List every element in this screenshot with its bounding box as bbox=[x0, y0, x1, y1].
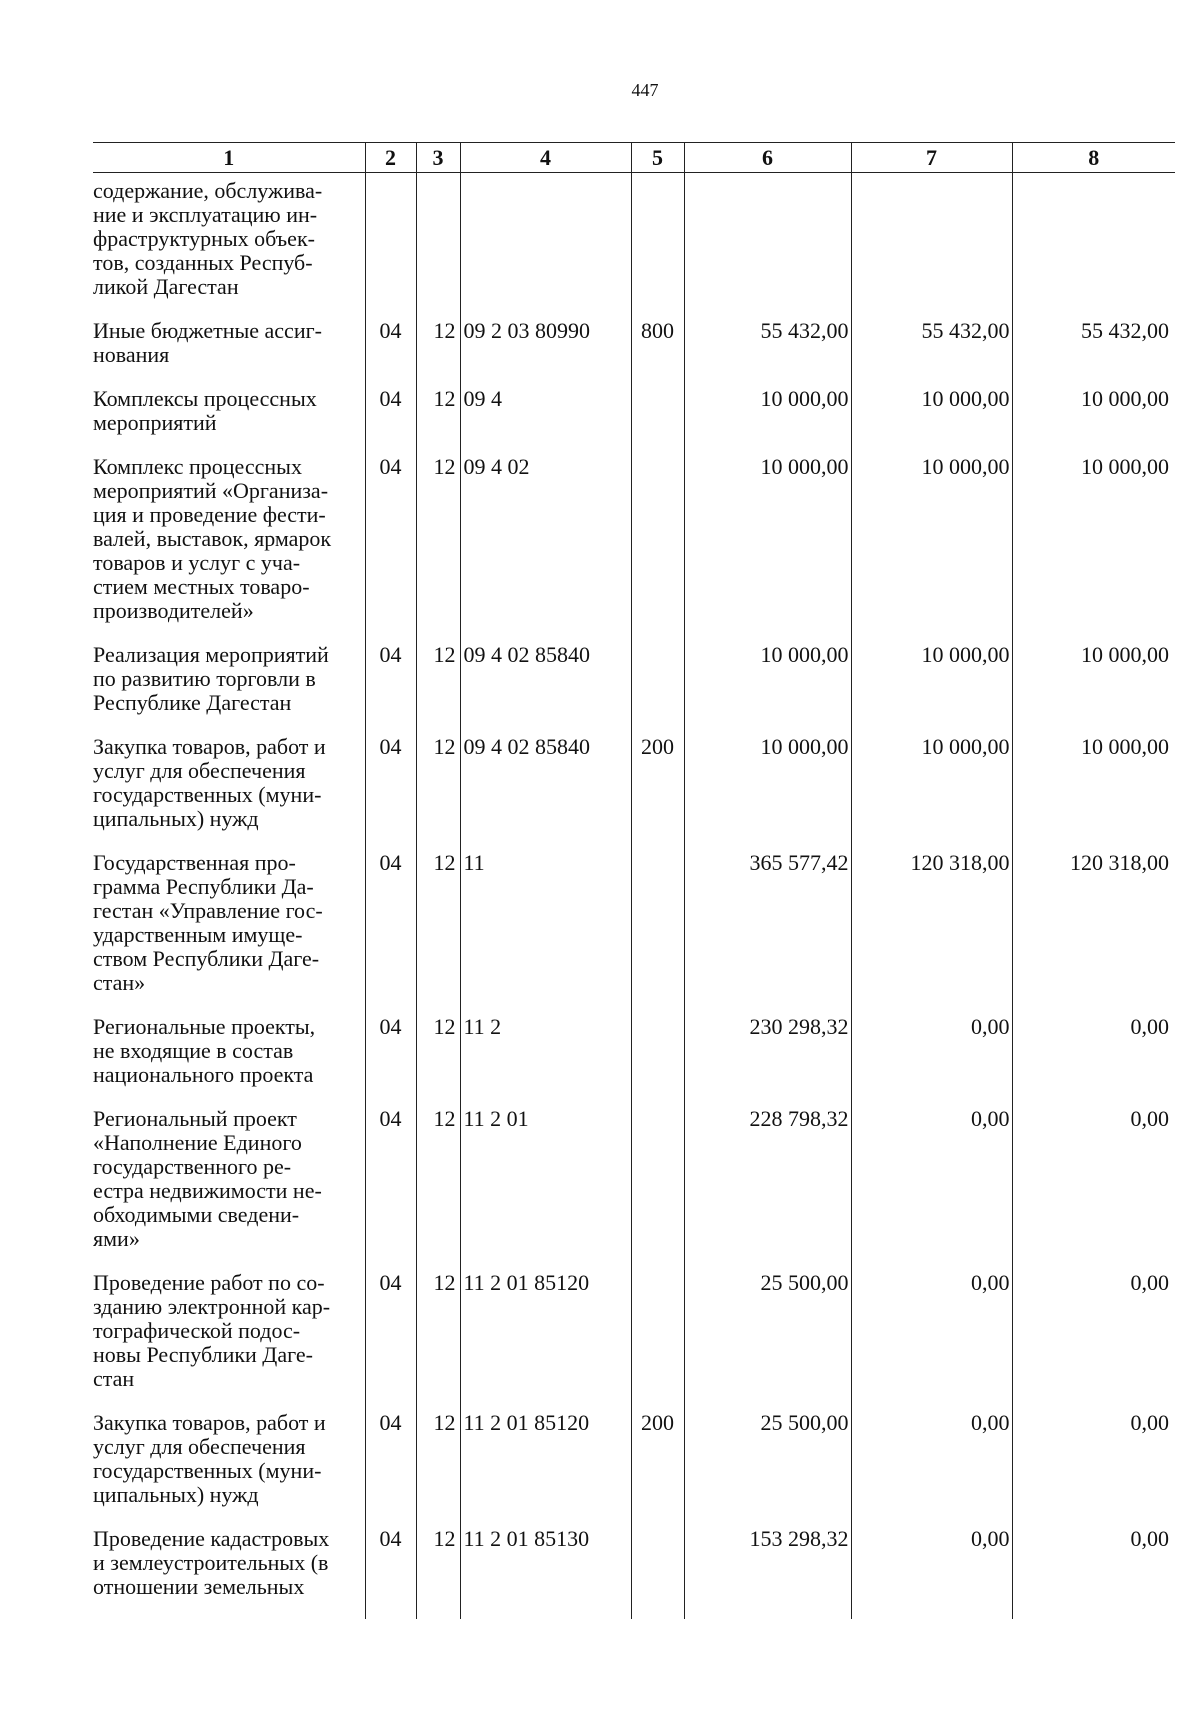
column-header: 4 bbox=[460, 143, 631, 173]
cell-name bbox=[93, 1107, 365, 1271]
cell-name-text: Иные бюджетные ассиг- нования bbox=[93, 318, 322, 367]
cell-amount-col8-text: 10 000,00 bbox=[1081, 454, 1169, 479]
cell-name-text: Проведение работ по со- зданию электронной кар- тографической подос- новы Республики Даге- стан bbox=[93, 1270, 331, 1391]
cell-amount-col8-text: 0,00 bbox=[1130, 1014, 1169, 1039]
cell-section bbox=[365, 851, 416, 1015]
cell-amount-col7 bbox=[851, 735, 1012, 851]
cell-section bbox=[365, 735, 416, 851]
cell-expense-type bbox=[631, 1015, 684, 1107]
cell-amount-col7-text: 0,00 bbox=[971, 1410, 1010, 1435]
table-row bbox=[93, 1107, 1175, 1271]
cell-section-text: 04 bbox=[379, 850, 402, 875]
cell-subsection-text: 12 bbox=[433, 1106, 456, 1131]
cell-subsection bbox=[416, 1411, 460, 1527]
cell-amount-col8-text: 120 318,00 bbox=[1070, 850, 1169, 875]
cell-target-code-text: 11 2 bbox=[463, 1014, 502, 1039]
cell-target-code bbox=[460, 455, 631, 643]
cell-expense-type bbox=[631, 735, 684, 851]
cell-subsection-text: 12 bbox=[433, 850, 456, 875]
cell-subsection-text: 12 bbox=[433, 454, 456, 479]
cell-amount-col7-text: 55 432,00 bbox=[921, 318, 1010, 343]
cell-name-text: Закупка товаров, работ и услуг для обеспечения государственных (муни- ципальных) нужд bbox=[93, 1410, 326, 1507]
cell-target-code-text: 11 2 01 85120 bbox=[463, 1410, 590, 1435]
cell-expense-type bbox=[631, 851, 684, 1015]
cell-amount-col7 bbox=[851, 173, 1012, 320]
cell-target-code-text: 09 4 02 85840 bbox=[463, 642, 590, 667]
cell-amount-col7 bbox=[851, 1107, 1012, 1271]
cell-name-text: Государственная про- грамма Республики Да- гестан «Управление гос- ударственным имуще- ством Республики Даге- стан» bbox=[93, 850, 323, 995]
cell-section bbox=[365, 1411, 416, 1527]
cell-amount-col8 bbox=[1012, 643, 1175, 735]
cell-target-code bbox=[460, 173, 631, 320]
table-row bbox=[93, 1411, 1175, 1527]
cell-amount-col6-text: 230 298,32 bbox=[749, 1014, 849, 1039]
cell-section-text: 04 bbox=[379, 1410, 402, 1435]
cell-amount-col8-text: 10 000,00 bbox=[1081, 734, 1169, 759]
cell-name bbox=[93, 851, 365, 1015]
cell-section bbox=[365, 1015, 416, 1107]
cell-subsection bbox=[416, 173, 460, 320]
cell-name bbox=[93, 1411, 365, 1527]
cell-section-text: 04 bbox=[379, 386, 402, 411]
cell-name bbox=[93, 1015, 365, 1107]
cell-amount-col8 bbox=[1012, 851, 1175, 1015]
cell-amount-col6-text: 10 000,00 bbox=[760, 642, 849, 667]
page-number: 447 bbox=[631, 80, 659, 100]
table-row bbox=[93, 735, 1175, 851]
table-row bbox=[93, 173, 1175, 320]
cell-amount-col7 bbox=[851, 1271, 1012, 1411]
column-header: 8 bbox=[1012, 143, 1175, 173]
cell-target-code bbox=[460, 1015, 631, 1107]
cell-amount-col8-text: 0,00 bbox=[1130, 1270, 1169, 1295]
cell-amount-col8-text: 0,00 bbox=[1130, 1410, 1169, 1435]
cell-name bbox=[93, 455, 365, 643]
cell-section bbox=[365, 319, 416, 387]
cell-expense-type bbox=[631, 387, 684, 455]
cell-subsection bbox=[416, 1527, 460, 1619]
cell-amount-col6-text: 153 298,32 bbox=[749, 1526, 849, 1551]
cell-section-text: 04 bbox=[379, 1014, 402, 1039]
table-row bbox=[93, 1015, 1175, 1107]
cell-amount-col7 bbox=[851, 1015, 1012, 1107]
cell-target-code-text: 09 2 03 80990 bbox=[463, 318, 590, 343]
cell-name-text: содержание, обслужива- ние и эксплуатацию ин- фраструктурных объек- тов, созданных Респуб- ликой Дагестан bbox=[93, 178, 323, 299]
cell-subsection bbox=[416, 455, 460, 643]
cell-amount-col7 bbox=[851, 851, 1012, 1015]
table-row bbox=[93, 851, 1175, 1015]
cell-amount-col7-text: 10 000,00 bbox=[921, 734, 1010, 759]
cell-target-code-text: 09 4 02 85840 bbox=[463, 734, 590, 759]
cell-amount-col8 bbox=[1012, 387, 1175, 455]
cell-amount-col8 bbox=[1012, 1411, 1175, 1527]
cell-amount-col6-text: 10 000,00 bbox=[760, 454, 849, 479]
cell-expense-type-text: 200 bbox=[641, 1410, 674, 1435]
cell-amount-col8 bbox=[1012, 1015, 1175, 1107]
cell-target-code-text: 11 2 01 85120 bbox=[463, 1270, 590, 1295]
cell-subsection-text: 12 bbox=[433, 1270, 456, 1295]
cell-amount-col7-text: 0,00 bbox=[971, 1526, 1010, 1551]
column-header: 3 bbox=[416, 143, 460, 173]
cell-name-text: Закупка товаров, работ и услуг для обеспечения государственных (муни- ципальных) нужд bbox=[93, 734, 326, 831]
cell-target-code-text: 11 2 01 85130 bbox=[463, 1526, 590, 1551]
cell-amount-col7-text: 10 000,00 bbox=[921, 642, 1010, 667]
cell-amount-col8 bbox=[1012, 1271, 1175, 1411]
cell-expense-type bbox=[631, 643, 684, 735]
cell-target-code bbox=[460, 1107, 631, 1271]
table-row bbox=[93, 455, 1175, 643]
cell-amount-col8 bbox=[1012, 1107, 1175, 1271]
cell-amount-col8 bbox=[1012, 735, 1175, 851]
cell-amount-col7 bbox=[851, 387, 1012, 455]
cell-expense-type bbox=[631, 455, 684, 643]
cell-expense-type bbox=[631, 1271, 684, 1411]
cell-amount-col7 bbox=[851, 1527, 1012, 1619]
cell-target-code bbox=[460, 735, 631, 851]
cell-amount-col7 bbox=[851, 319, 1012, 387]
cell-section-text: 04 bbox=[379, 454, 402, 479]
cell-amount-col8-text: 55 432,00 bbox=[1081, 318, 1169, 343]
cell-target-code bbox=[460, 851, 631, 1015]
cell-target-code-text: 09 4 bbox=[463, 386, 502, 411]
cell-expense-type bbox=[631, 1411, 684, 1527]
cell-amount-col7 bbox=[851, 1411, 1012, 1527]
column-header: 5 bbox=[631, 143, 684, 173]
cell-name-text: Проведение кадастровых и землеустроительных (в отношении земельных bbox=[93, 1526, 330, 1599]
cell-section-text: 04 bbox=[379, 1526, 402, 1551]
cell-amount-col8 bbox=[1012, 1527, 1175, 1619]
cell-amount-col8-text: 0,00 bbox=[1130, 1526, 1169, 1551]
cell-amount-col7-text: 0,00 bbox=[971, 1106, 1010, 1131]
table-row bbox=[93, 1527, 1175, 1619]
cell-section bbox=[365, 387, 416, 455]
cell-subsection bbox=[416, 319, 460, 387]
cell-expense-type bbox=[631, 173, 684, 320]
cell-target-code-text: 11 bbox=[463, 850, 485, 875]
cell-subsection bbox=[416, 1107, 460, 1271]
cell-subsection-text: 12 bbox=[433, 734, 456, 759]
cell-subsection bbox=[416, 851, 460, 1015]
cell-subsection-text: 12 bbox=[433, 1014, 456, 1039]
cell-subsection bbox=[416, 387, 460, 455]
cell-subsection-text: 12 bbox=[433, 642, 456, 667]
cell-name-text: Реализация мероприятий по развитию торговли в Республике Дагестан bbox=[93, 642, 329, 715]
cell-amount-col8-text: 0,00 bbox=[1130, 1106, 1169, 1131]
cell-subsection-text: 12 bbox=[433, 386, 456, 411]
cell-amount-col7-text: 0,00 bbox=[971, 1270, 1010, 1295]
cell-subsection-text: 12 bbox=[433, 1526, 456, 1551]
cell-amount-col6-text: 25 500,00 bbox=[760, 1270, 849, 1295]
cell-name bbox=[93, 173, 365, 320]
cell-target-code-text: 09 4 02 bbox=[463, 454, 530, 479]
cell-amount-col6 bbox=[684, 735, 851, 851]
cell-amount-col8-text: 10 000,00 bbox=[1081, 386, 1169, 411]
column-header: 6 bbox=[684, 143, 851, 173]
cell-amount-col6 bbox=[684, 851, 851, 1015]
cell-target-code bbox=[460, 387, 631, 455]
cell-amount-col6-text: 10 000,00 bbox=[760, 734, 849, 759]
table-row bbox=[93, 319, 1175, 387]
table-body bbox=[93, 173, 1175, 1620]
cell-name-text: Региональный проект «Наполнение Единого государственного ре- естра недвижимости не- обходимыми сведени- ями» bbox=[93, 1106, 322, 1251]
cell-section bbox=[365, 643, 416, 735]
cell-subsection bbox=[416, 735, 460, 851]
cell-amount-col6 bbox=[684, 643, 851, 735]
cell-section bbox=[365, 1107, 416, 1271]
cell-amount-col8 bbox=[1012, 455, 1175, 643]
cell-amount-col6-text: 25 500,00 bbox=[760, 1410, 849, 1435]
cell-amount-col8 bbox=[1012, 319, 1175, 387]
cell-name bbox=[93, 1271, 365, 1411]
cell-amount-col6 bbox=[684, 1527, 851, 1619]
column-header: 7 bbox=[851, 143, 1012, 173]
cell-amount-col8-text: 10 000,00 bbox=[1081, 642, 1169, 667]
cell-amount-col6-text: 365 577,42 bbox=[749, 850, 849, 875]
cell-section-text: 04 bbox=[379, 734, 402, 759]
cell-amount-col6 bbox=[684, 1107, 851, 1271]
cell-amount-col6 bbox=[684, 173, 851, 320]
cell-section bbox=[365, 1527, 416, 1619]
cell-section-text: 04 bbox=[379, 1106, 402, 1131]
column-header: 1 bbox=[93, 143, 365, 173]
cell-target-code-text: 11 2 01 bbox=[463, 1106, 529, 1131]
cell-amount-col6 bbox=[684, 319, 851, 387]
cell-amount-col6 bbox=[684, 387, 851, 455]
cell-amount-col6 bbox=[684, 1271, 851, 1411]
cell-name-text: Комплекс процессных мероприятий «Организа- ция и проведение фести- валей, выставок, ярмарок товаров и услуг с уча- стием местных товаро- производителей» bbox=[93, 454, 332, 623]
cell-name bbox=[93, 319, 365, 387]
cell-target-code bbox=[460, 1527, 631, 1619]
cell-amount-col7 bbox=[851, 455, 1012, 643]
cell-expense-type bbox=[631, 1527, 684, 1619]
cell-name-text: Региональные проекты, не входящие в состав национального проекта bbox=[93, 1014, 316, 1087]
cell-name bbox=[93, 735, 365, 851]
table-row bbox=[93, 1271, 1175, 1411]
cell-subsection-text: 12 bbox=[433, 318, 456, 343]
cell-target-code bbox=[460, 1271, 631, 1411]
cell-target-code bbox=[460, 1411, 631, 1527]
cell-section bbox=[365, 173, 416, 320]
cell-name bbox=[93, 387, 365, 455]
cell-amount-col6 bbox=[684, 1411, 851, 1527]
cell-expense-type-text: 800 bbox=[641, 318, 674, 343]
cell-subsection-text: 12 bbox=[433, 1410, 456, 1435]
cell-amount-col6-text: 55 432,00 bbox=[760, 318, 849, 343]
cell-amount-col6 bbox=[684, 455, 851, 643]
budget-table bbox=[93, 142, 1175, 1619]
cell-name-text: Комплексы процессных мероприятий bbox=[93, 386, 317, 435]
cell-amount-col7-text: 10 000,00 bbox=[921, 386, 1010, 411]
cell-section bbox=[365, 1271, 416, 1411]
table-row bbox=[93, 387, 1175, 455]
cell-expense-type bbox=[631, 1107, 684, 1271]
table-row bbox=[93, 643, 1175, 735]
cell-amount-col7-text: 120 318,00 bbox=[910, 850, 1010, 875]
cell-expense-type bbox=[631, 319, 684, 387]
cell-amount-col7-text: 10 000,00 bbox=[921, 454, 1010, 479]
cell-amount-col6-text: 228 798,32 bbox=[749, 1106, 849, 1131]
column-header: 2 bbox=[365, 143, 416, 173]
cell-amount-col7-text: 0,00 bbox=[971, 1014, 1010, 1039]
cell-subsection bbox=[416, 643, 460, 735]
cell-amount-col7 bbox=[851, 643, 1012, 735]
cell-section-text: 04 bbox=[379, 642, 402, 667]
cell-amount-col8 bbox=[1012, 173, 1175, 320]
cell-section-text: 04 bbox=[379, 318, 402, 343]
cell-target-code bbox=[460, 319, 631, 387]
cell-target-code bbox=[460, 643, 631, 735]
cell-amount-col6-text: 10 000,00 bbox=[760, 386, 849, 411]
cell-amount-col6 bbox=[684, 1015, 851, 1107]
cell-section-text: 04 bbox=[379, 1270, 402, 1295]
cell-name bbox=[93, 1527, 365, 1619]
cell-expense-type-text: 200 bbox=[641, 734, 674, 759]
cell-subsection bbox=[416, 1271, 460, 1411]
cell-name bbox=[93, 643, 365, 735]
cell-subsection bbox=[416, 1015, 460, 1107]
cell-section bbox=[365, 455, 416, 643]
table-header-row bbox=[93, 143, 1175, 173]
